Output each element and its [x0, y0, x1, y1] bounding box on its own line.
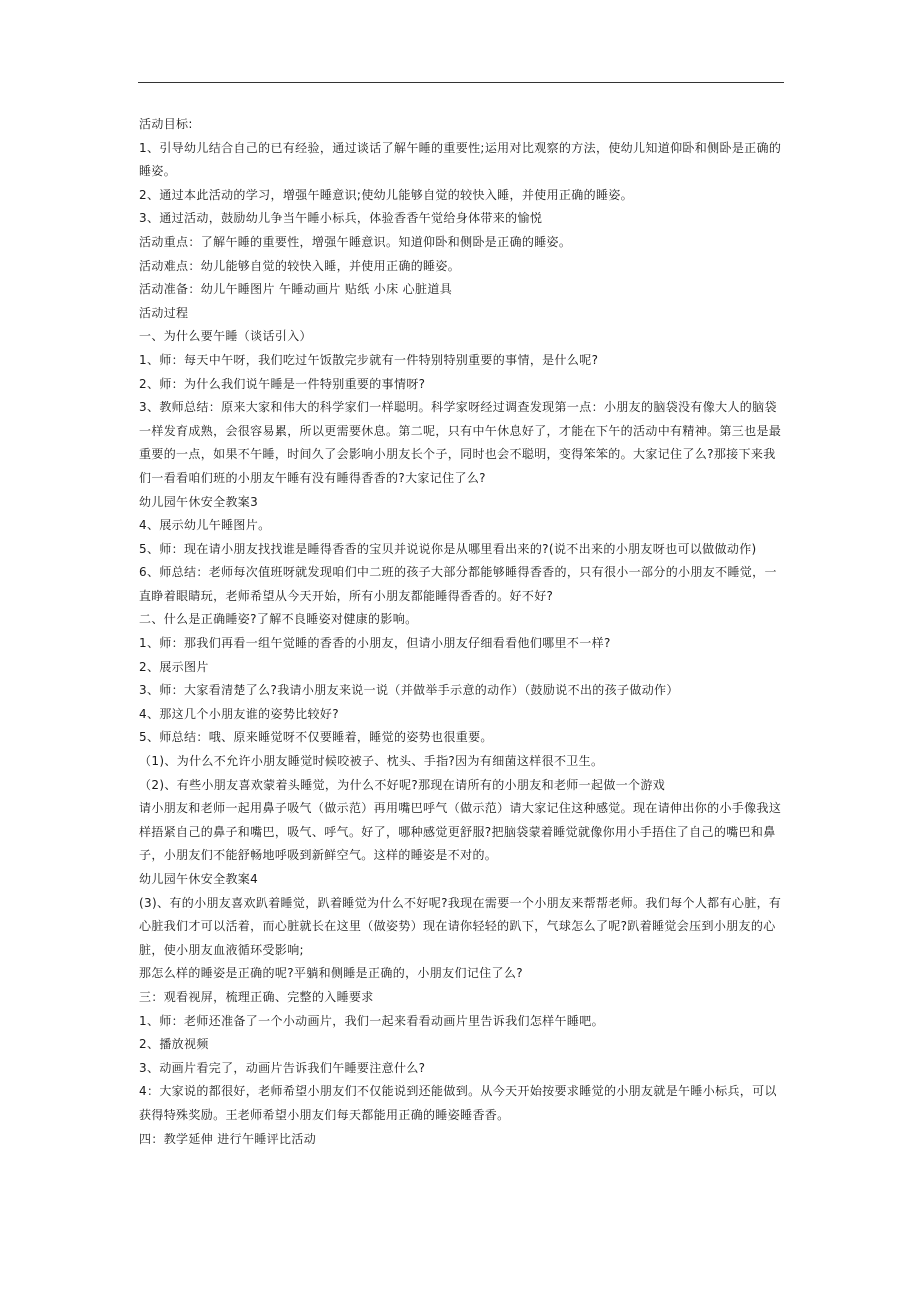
- part-1-item-3: 3、教师总结：原来大家和伟大的科学家们一样聪明。科学家呀经过调查发现第一点：小朋友的脑袋没有像大人的脑袋一样发育成熟，会很容易累，所以更需要休息。第二呢，只有中午休息好了，才能在下午的活动中有精神。第三也是最重要的一点，如果不午睡，时间久了会影响小朋友长个子，同时也会不聪明，变得笨笨的。大家记住了么?那接下来我们一看看咱们班的小朋友午睡有没有睡得香香的?大家记住了么?: [139, 400, 782, 485]
- section-heading-process: 活动过程: [139, 305, 189, 320]
- part-1-item-4: 4、展示幼儿午睡图片。: [139, 518, 271, 533]
- lesson-plan-marker-3: 幼儿园午休安全教案3: [139, 494, 259, 509]
- part-3-item-4: 4：大家说的都很好，老师希望小朋友们不仅能说到还能做到。从今天开始按要求睡觉的小朋友就是午睡小标兵，可以获得特殊奖励。王老师希望小朋友们每天都能用正确的睡姿睡香香。: [139, 1084, 777, 1122]
- part-4-heading: 四：教学延伸 进行午睡评比活动: [139, 1131, 317, 1146]
- part-2-item-1: 1、师：那我们再看一组午觉睡的香香的小朋友，但请小朋友仔细看看他们哪里不一样?: [139, 636, 611, 651]
- part-2-item-5: 5、师总结：哦、原来睡觉呀不仅要睡着，睡觉的姿势也很重要。: [139, 730, 493, 745]
- goal-item-1: 1、引导幼儿结合自己的已有经验，通过谈话了解午睡的重要性;运用对比观察的方法，使幼儿知道仰卧和侧卧是正确的睡姿。: [139, 140, 782, 179]
- part-2-subitem-3: (3)、有的小朋友喜欢趴着睡觉，趴着睡觉为什么不好呢?我现在需要一个小朋友来帮帮老师。我们每个人都有心脏，有心脏我们才可以活着，而心脏就长在这里（做姿势）现在请你轻轻的趴下，气球怎么了呢?趴着睡觉会压到小朋友的心脏，使小朋友血液循环受影响;: [139, 895, 782, 957]
- part-2-subitem-1: （1)、为什么不允许小朋友睡觉时候咬被子、枕头、手指?因为有细菌这样很不卫生。: [139, 754, 604, 769]
- part-2-game-paragraph: 请小朋友和老师一起用鼻子吸气（做示范）再用嘴巴呼气（做示范）请大家记住这种感觉。现在请伸出你的小手像我这样捂紧自己的鼻子和嘴巴，吸气、呼气。好了，哪种感觉更舒服?把脑袋蒙着睡觉就像你用小手捂住了自己的嘴巴和鼻子，小朋友们不能舒畅地呼吸到新鲜空气。这样的睡姿是不对的。: [139, 801, 782, 863]
- header-rule: [138, 82, 784, 83]
- goal-item-2: 2、通过本此活动的学习，增强午睡意识;使幼儿能够自觉的较快入睡，并使用正确的睡姿。: [139, 187, 634, 202]
- part-3-item-3: 3、动画片看完了，动画片告诉我们午睡要注意什么?: [139, 1060, 426, 1075]
- lesson-plan-marker-4: 幼儿园午休安全教案4: [139, 872, 259, 886]
- part-2-conclusion: 那怎么样的睡姿是正确的呢?平躺和侧睡是正确的，小朋友们记住了么?: [139, 966, 523, 981]
- part-3-heading: 三：观看视屏，梳理正确、完整的入睡要求: [139, 989, 374, 1004]
- part-2-item-3: 3、师：大家看清楚了么?我请小朋友来说一说（并做举手示意的动作）（鼓励说不出的孩子做动作）: [139, 683, 679, 698]
- activity-difficulty: 活动难点：幼儿能够自觉的较快入睡，并使用正确的睡姿。: [139, 258, 461, 273]
- part-2-heading: 二、什么是正确睡姿?了解不良睡姿对健康的影响。: [139, 612, 418, 627]
- part-2-item-2: 2、展示图片: [139, 659, 209, 674]
- part-3-item-1: 1、师：老师还准备了一个小动画片，我们一起来看看动画片里告诉我们怎样午睡吧。: [139, 1013, 604, 1028]
- part-2-subitem-2: （2)、有些小朋友喜欢蒙着头睡觉，为什么不好呢?那现在请所有的小朋友和老师一起做一个游戏: [139, 777, 666, 792]
- part-1-item-6: 6、师总结：老师每次值班呀就发现咱们中二班的孩子大部分都能够睡得香香的，只有很小一部分的小朋友不睡觉，一直睁着眼睛玩，老师希望从今天开始，所有小朋友都能睡得香香的。好不好?: [139, 565, 777, 603]
- document-body: [139, 113, 785, 1151]
- part-1-item-5: 5、师：现在请小朋友找找谁是睡得香香的宝贝并说说你是从哪里看出来的?(说不出来的小朋友呀也可以做做动作): [139, 541, 757, 556]
- part-1-item-1: 1、师：每天中午呀，我们吃过午饭散完步就有一件特别特别重要的事情，是什么呢?: [139, 352, 599, 367]
- part-1-heading: 一、为什么要午睡（谈话引入）: [139, 329, 312, 344]
- activity-focus: 活动重点：了解午睡的重要性，增强午睡意识。知道仰卧和侧卧是正确的睡姿。: [139, 234, 572, 249]
- part-1-item-2: 2、师：为什么我们说午睡是一件特别重要的事情呀?: [139, 376, 426, 391]
- goal-item-3: 3、通过活动，鼓励幼儿争当午睡小标兵，体验香香午觉给身体带来的愉悦: [139, 211, 543, 226]
- activity-preparation: 活动准备：幼儿午睡图片 午睡动画片 贴纸 小床 心脏道具: [139, 282, 453, 297]
- section-heading-goals: 活动目标:: [139, 117, 193, 131]
- part-3-item-2: 2、播放视频: [139, 1037, 209, 1052]
- part-2-item-4: 4、那这几个小朋友谁的姿势比较好?: [139, 706, 339, 721]
